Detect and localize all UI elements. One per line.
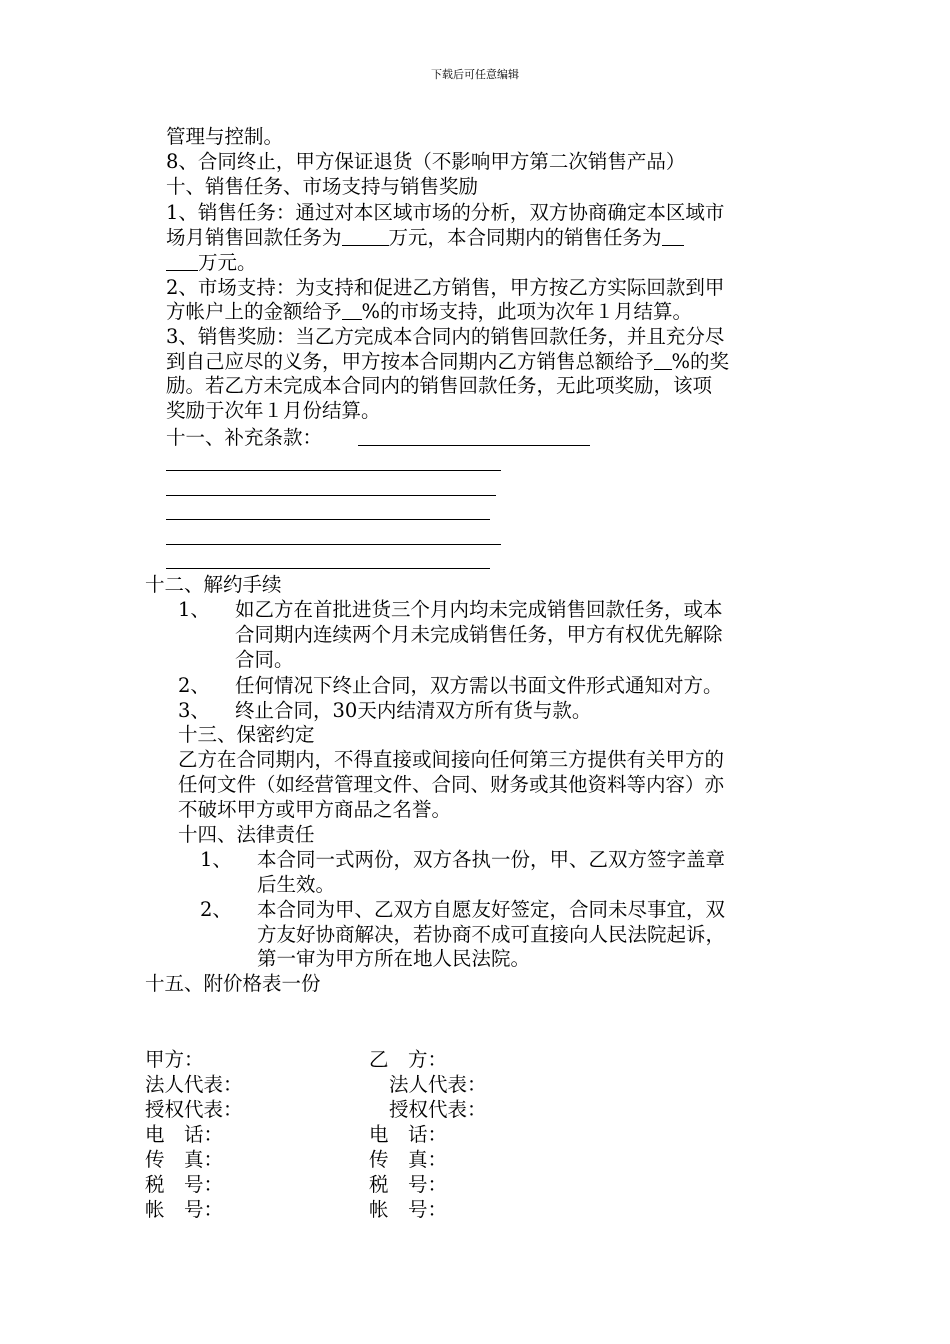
party-b-legal-rep-label: 法人代表：: [389, 1073, 487, 1096]
list-number: 1、: [178, 598, 210, 621]
fill-blank: [342, 318, 362, 320]
line: 奖励于次年１月份结算。: [166, 399, 381, 422]
party-b-fax-label: 传 真：: [369, 1148, 448, 1171]
text: 场月销售回款任务为: [166, 226, 342, 249]
supplement-blank: [166, 519, 490, 520]
party-b-label: 乙 方：: [369, 1048, 448, 1071]
text: %的市场支持，此项为次年１月结算。: [361, 300, 693, 323]
supplement-blank: [166, 544, 501, 545]
party-b-phone-label: 电 话：: [369, 1123, 448, 1146]
party-a-label: 甲方：: [145, 1048, 204, 1071]
line: [166, 299, 692, 325]
party-a-auth-rep-label: 授权代表：: [145, 1098, 243, 1121]
line: 1、销售任务：通过对本区域市场的分析，双方协商确定本区域市: [166, 201, 725, 224]
fill-blank: [166, 269, 198, 271]
line: 本合同为甲、乙双方自愿友好签定，合同未尽事宜，双: [257, 898, 726, 921]
party-a-account-label: 帐 号：: [145, 1198, 224, 1221]
text: 方帐户上的金额给予: [166, 300, 342, 323]
line: 方友好协商解决，若协商不成可直接向人民法院起诉，: [257, 923, 726, 946]
supplement-blank: [358, 445, 590, 446]
supplement-blank: [166, 568, 490, 569]
line: 8、合同终止，甲方保证退货（不影响甲方第二次销售产品）: [166, 150, 686, 173]
line: 2、市场支持：为支持和促进乙方销售，甲方按乙方实际回款到甲: [166, 276, 725, 299]
party-a-phone-label: 电 话：: [145, 1123, 224, 1146]
line: 任何文件（如经营管理文件、合同、财务或其他资料等内容）亦: [178, 773, 725, 796]
section-heading: 十、销售任务、市场支持与销售奖励: [166, 175, 479, 198]
text: 万元。: [198, 251, 257, 274]
section-heading: 十三、保密约定: [178, 723, 315, 746]
line: 励。若乙方未完成本合同内的销售回款任务，无此项奖励，该项: [166, 374, 713, 397]
fill-blank: [654, 368, 672, 370]
section-heading: 十一、补充条款：: [166, 426, 323, 449]
line: [166, 349, 729, 375]
party-a-tax-label: 税 号：: [145, 1173, 224, 1196]
line: 后生效。: [257, 873, 336, 896]
line: 终止合同，30天内结清双方所有货与款。: [235, 699, 592, 722]
list-number: 2、: [178, 674, 210, 697]
party-b-account-label: 帐 号：: [369, 1198, 448, 1221]
text: 万元，本合同期内的销售任务为: [388, 226, 662, 249]
line: [166, 225, 684, 251]
supplement-blank: [166, 495, 496, 496]
section-heading: 十四、法律责任: [178, 823, 315, 846]
list-number: 1、: [200, 848, 232, 871]
line: 3、销售奖励：当乙方完成本合同内的销售回款任务，并且充分尽: [166, 325, 725, 348]
line: 本合同一式两份，双方各执一份，甲、乙双方签字盖章: [257, 848, 726, 871]
party-a-legal-rep-label: 法人代表：: [145, 1073, 243, 1096]
line: 任何情况下终止合同，双方需以书面文件形式通知对方。: [235, 674, 723, 697]
party-b-auth-rep-label: 授权代表：: [389, 1098, 487, 1121]
section-heading: 十二、解约手续: [145, 573, 282, 596]
supplement-blank: [166, 470, 501, 471]
line: 如乙方在首批进货三个月内均未完成销售回款任务，或本: [235, 598, 723, 621]
text: 到自己应尽的义务，甲方按本合同期内乙方销售总额给予: [166, 350, 654, 373]
line: 乙方在合同期内，不得直接或间接向任何第三方提供有关甲方的: [178, 748, 725, 771]
list-number: 3、: [178, 699, 210, 722]
line: 管理与控制。: [166, 125, 284, 148]
section-heading: 十五、附价格表一份: [145, 972, 321, 995]
fill-blank: [662, 244, 684, 246]
line: 不破坏甲方或甲方商品之名誉。: [178, 798, 452, 821]
party-a-fax-label: 传 真：: [145, 1148, 224, 1171]
page-header: 下载后可任意编辑: [431, 68, 519, 81]
party-b-tax-label: 税 号：: [369, 1173, 448, 1196]
fill-blank: [342, 244, 389, 246]
line: 合同期内连续两个月未完成销售任务，甲方有权优先解除: [235, 623, 723, 646]
text: %的奖: [671, 350, 730, 373]
line: 第一审为甲方所在地人民法院。: [257, 947, 531, 970]
line: 合同。: [235, 648, 294, 671]
list-number: 2、: [200, 898, 232, 921]
line: [166, 250, 257, 276]
